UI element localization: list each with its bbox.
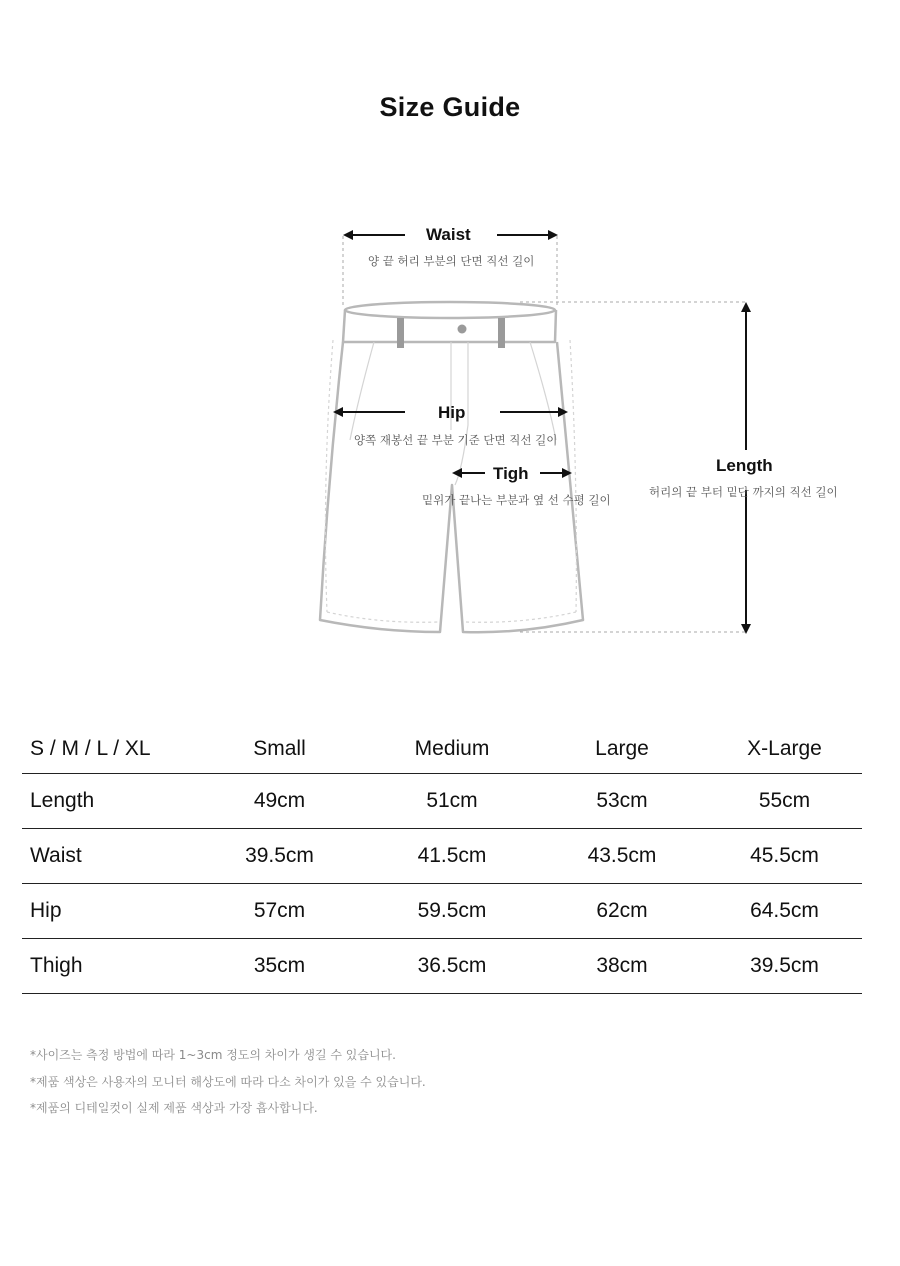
waist-label: Waist [426, 225, 471, 244]
belt-loop-left [397, 318, 404, 348]
row-label: Hip [22, 884, 192, 939]
shorts-details [325, 340, 576, 622]
belt-loop-right [498, 318, 505, 348]
note-monitor-color: *제품 색상은 사용자의 모니터 해상도에 따라 다소 차이가 있을 수 있습니다. [30, 1074, 426, 1089]
waist-desc: 양 끝 허리 부분의 단면 직선 길이 [368, 254, 535, 268]
table-row [22, 884, 862, 939]
cell-value: 59.5cm [367, 884, 537, 939]
header-size-list: S / M / L / XL [22, 725, 192, 774]
page-title: Size Guide [379, 92, 521, 122]
thigh-label: Tigh [493, 464, 529, 483]
cell-value: 39.5cm [192, 829, 367, 884]
note-measurement: *사이즈는 측정 방법에 따라 1~3cm 정도의 차이가 생길 수 있습니다. [30, 1048, 396, 1062]
cell-value: 36.5cm [367, 939, 537, 994]
cell-value: 49cm [192, 774, 367, 829]
cell-value: 45.5cm [707, 829, 862, 884]
table-row [22, 774, 862, 829]
hip-desc: 양쪽 재봉선 끝 부분 기준 단면 직선 길이 [354, 433, 558, 447]
cell-value: 57cm [192, 884, 367, 939]
header-small: Small [192, 725, 367, 774]
table-row [22, 939, 862, 994]
cell-value: 53cm [537, 774, 707, 829]
length-label: Length [716, 456, 773, 475]
row-label: Length [22, 774, 192, 829]
header-medium: Medium [367, 725, 537, 774]
shorts-diagram [0, 200, 900, 660]
cell-value: 35cm [192, 939, 367, 994]
note-detail-cut: *제품의 디테일컷이 실제 제품 색상과 가장 흡사합니다. [30, 1101, 318, 1115]
size-table [22, 725, 862, 994]
table-row [22, 829, 862, 884]
header-xlarge: X-Large [707, 725, 862, 774]
waist-button [458, 325, 467, 334]
header-large: Large [537, 725, 707, 774]
length-desc: 허리의 끝 부터 밑단 까지의 직선 길이 [649, 485, 838, 499]
hip-label: Hip [438, 403, 466, 422]
cell-value: 64.5cm [707, 884, 862, 939]
cell-value: 38cm [537, 939, 707, 994]
row-label: Waist [22, 829, 192, 884]
size-notes [30, 1046, 426, 1126]
cell-value: 41.5cm [367, 829, 537, 884]
table-header-row [22, 725, 862, 774]
cell-value: 43.5cm [537, 829, 707, 884]
row-label: Thigh [22, 939, 192, 994]
cell-value: 39.5cm [707, 939, 862, 994]
cell-value: 62cm [537, 884, 707, 939]
thigh-desc: 밑위가 끝나는 부분과 옆 선 수평 길이 [422, 493, 611, 507]
cell-value: 55cm [707, 774, 862, 829]
cell-value: 51cm [367, 774, 537, 829]
